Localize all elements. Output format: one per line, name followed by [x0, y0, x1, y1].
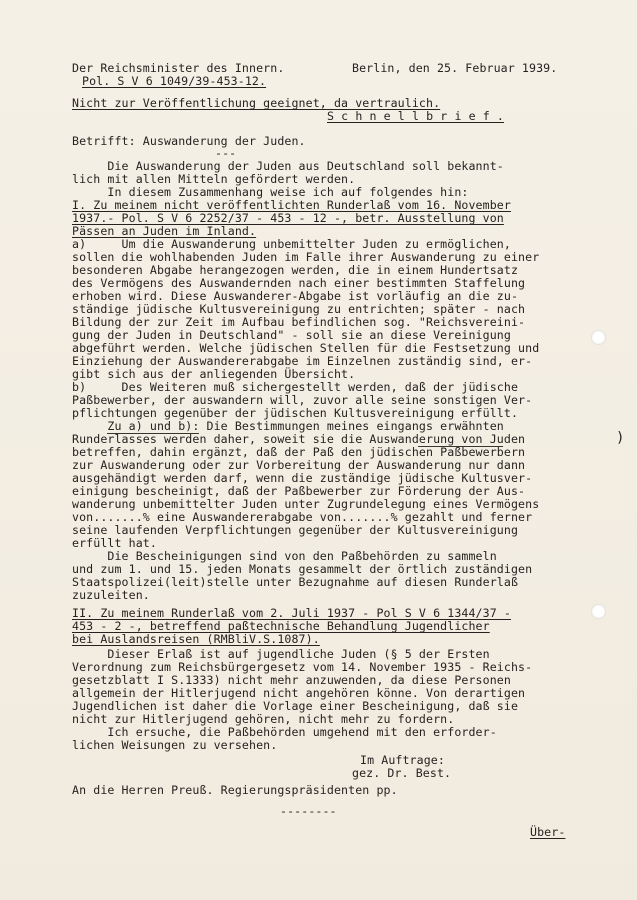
- section-1b-line: Paßbewerber, der auswandern will, zuvor alle seine sonstigen Ver-: [72, 393, 533, 407]
- section-1-closing-line: Die Bescheinigungen sind von den Paßbehörden zu sammeln: [72, 549, 497, 563]
- confidential-notice: Nicht zur Veröffentlichung geeignet, da vertraulich.: [72, 96, 441, 110]
- section-1ab-line: erfüllt hat.: [72, 536, 157, 550]
- express-letter-label: S c h n e l l b r i e f .: [327, 109, 505, 123]
- section-2-heading: 453 - 2 -, betreffend paßtechnische Behandlung Jugendlicher: [72, 619, 490, 633]
- section-2-heading: bei Auslandsreisen (RMBliV.S.1087).: [72, 632, 320, 646]
- footer-separator: --------: [280, 804, 337, 818]
- punch-hole-top: [591, 330, 606, 345]
- section-1-heading: Pässen an Juden im Inland.: [72, 224, 257, 238]
- section-1a-line: des Vermögens des Auswandernden nach einer bestimmten Staffelung: [72, 276, 526, 290]
- section-1a-line: besonderen Abgabe herangezogen werden, die in einem Hundertsatz: [72, 263, 519, 277]
- section-1ab-line: betreffen, dahin ergänzt, daß der Paß den jüdischen Paßbewerbern: [72, 445, 526, 459]
- by-order-label: Im Auftrage:: [360, 753, 445, 767]
- intro-line: Die Auswanderung der Juden aus Deutschland soll bekannt-: [72, 159, 504, 173]
- margin-pencil-mark: ): [616, 430, 625, 446]
- section-1ab-line: Runderlasses werden daher, soweit sie die Auswanderung von Juden: [72, 432, 526, 446]
- section-1a-line: gung der Juden in Deutschland" - soll sie an diese Vereinigung: [72, 328, 511, 342]
- sender-line: Der Reichsminister des Innern.: [72, 61, 285, 75]
- section-2-heading: II. Zu meinem Runderlaß vom 2. Juli 1937 - Pol S V 6 1344/37 -: [72, 606, 511, 620]
- section-2-line: Dieser Erlaß ist auf jugendliche Juden (§ 5 der Ersten: [72, 647, 490, 661]
- section-1ab-line: zur Auswanderung oder zur Vorbereitung der Auswanderung nur dann: [72, 458, 526, 472]
- place-date: Berlin, den 25. Februar 1939.: [352, 61, 558, 75]
- section-1a-line: abgeführt werden. Welche jüdischen Stellen für die Festsetzung und: [72, 341, 540, 355]
- section-1ab-line: Zu a) und b): Die Bestimmungen meines eingangs erwähnten: [72, 419, 504, 433]
- section-1ab-line: wanderung unbemittelter Juden unter Zugrundelegung eines Vermögens: [72, 497, 540, 511]
- section-1a-line: Bildung der zur Zeit im Aufbau befindlichen sog. "Reichsvereini-: [72, 315, 526, 329]
- section-2-line: Ich ersuche, die Paßbehörden umgehend mit den erforder-: [72, 725, 497, 739]
- section-1a-line: ständige jüdische Kultusvereinigung zu entrichten; später - nach: [72, 302, 526, 316]
- section-1b-line: pflichtungen gegenüber der jüdischen Kultusvereinigung erfüllt.: [72, 406, 519, 420]
- section-1a-line: a) Um die Auswanderung unbemittelter Juden zu ermöglichen,: [72, 237, 511, 251]
- subject-separator: ---: [215, 146, 237, 160]
- addressee-line: An die Herren Preuß. Regierungspräsidenten pp.: [72, 783, 398, 797]
- reference-number: Pol. S V 6 1049/39-453-12.: [82, 74, 267, 88]
- section-2-line: lichen Weisungen zu versehen.: [72, 738, 278, 752]
- section-1a-line: sollen die wohlhabenden Juden im Falle ihrer Auswanderung zu einer: [72, 250, 540, 264]
- continuation-marker: Über-: [530, 825, 566, 839]
- section-1ab-line: seine laufenden Verpflichtungen gegenüber der Kultusvereinigung: [72, 523, 519, 537]
- section-1-closing-line: und zum 1. und 15. jeden Monats gesammelt der örtlich zuständigen: [72, 562, 533, 576]
- section-1-heading: 1937.- Pol. S V 6 2252/37 - 453 - 12 -, betr. Ausstellung von: [72, 211, 504, 225]
- section-2-line: Jugendlichen ist daher die Vorlage einer Bescheinigung, daß sie: [72, 699, 519, 713]
- section-1ab-line: von.......% eine Auswandererabgabe von.......% gezahlt und ferner: [72, 510, 533, 524]
- section-1-heading: I. Zu meinem nicht veröffentlichten Runderlaß vom 16. November: [72, 198, 511, 212]
- signed-name: gez. Dr. Best.: [352, 766, 452, 780]
- section-1ab-line: ausgehändigt werden darf, wenn die zuständige jüdische Kultusver-: [72, 471, 533, 485]
- section-2-line: allgemein der Hitlerjugend nicht angehören könne. Von derartigen: [72, 686, 526, 700]
- intro-line: lich mit allen Mitteln gefördert werden.: [72, 172, 356, 186]
- section-1a-line: Einziehung der Auswandererabgabe im Einzelnen zuständig sind, er-: [72, 354, 533, 368]
- section-2-line: Verordnung zum Reichsbürgergesetz vom 14. November 1935 - Reichs-: [72, 660, 533, 674]
- intro-line: In diesem Zusammenhang weise ich auf folgendes hin:: [72, 185, 469, 199]
- section-2-line: nicht zur Hitlerjugend gehören, nicht mehr zu fordern.: [72, 712, 455, 726]
- section-1a-line: gibt sich aus der anliegenden Übersicht.: [72, 367, 356, 381]
- subject-line: Betrifft: Auswanderung der Juden.: [72, 134, 306, 148]
- section-1a-line: erhoben wird. Diese Auswanderer-Abgabe ist vorläufig an die zu-: [72, 289, 519, 303]
- section-1-closing-line: zuzuleiten.: [72, 588, 150, 602]
- punch-hole-bottom: [591, 604, 606, 619]
- section-1b-line: b) Des Weiteren muß sichergestellt werden, daß der jüdische: [72, 380, 519, 394]
- section-2-line: gesetzblatt I S.1333) nicht mehr anzuwenden, da diese Personen: [72, 673, 511, 687]
- section-1-closing-line: Staatspolizei(leit)stelle unter Bezugnahme auf diesen Runderlaß: [72, 575, 519, 589]
- section-1ab-line: einigung bescheinigt, daß der Paßbewerber zur Förderung der Aus-: [72, 484, 526, 498]
